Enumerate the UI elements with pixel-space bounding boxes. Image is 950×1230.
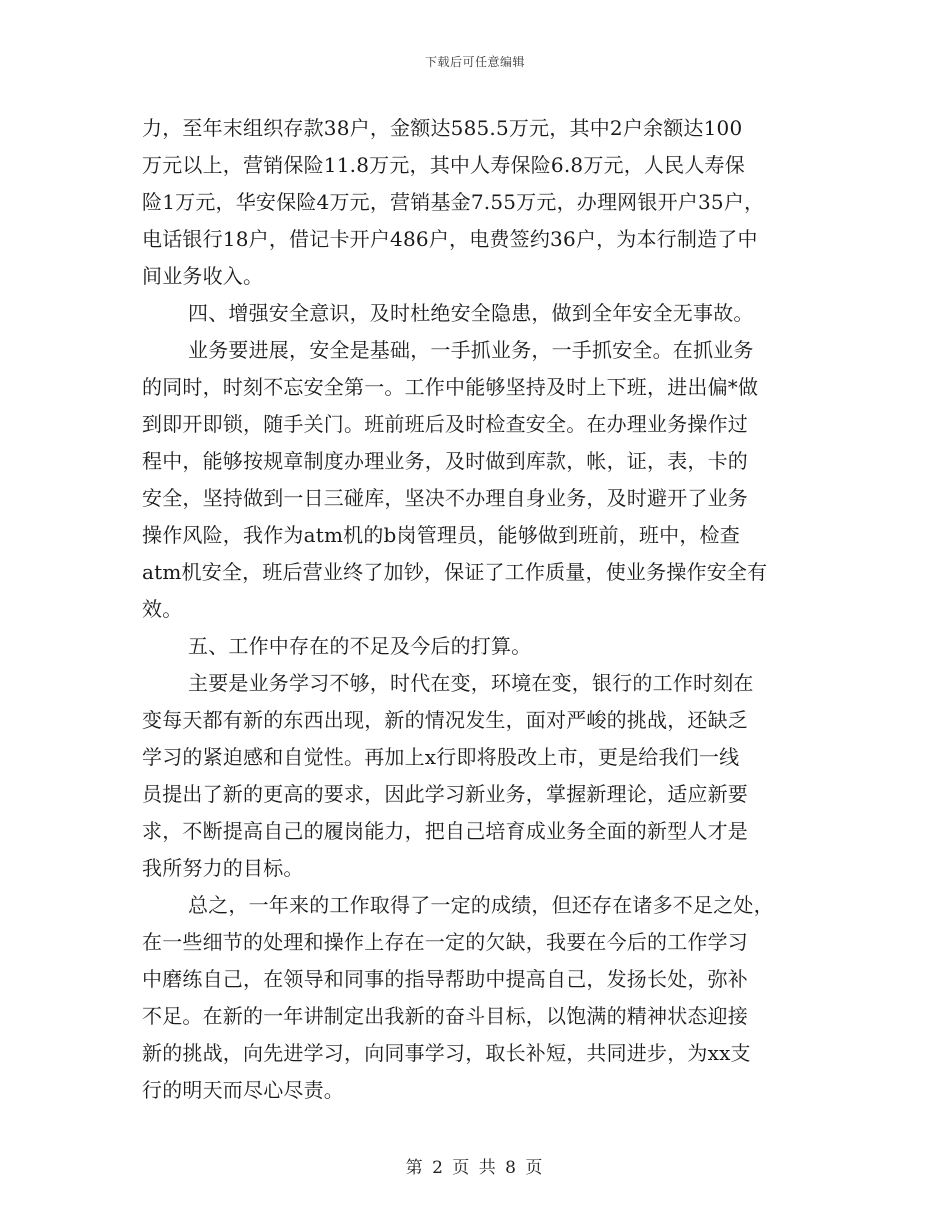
text-line: 程中，能够按规章制度办理业务，及时做到库款，帐，证，表，卡的: [142, 449, 748, 473]
section-heading: 四、增强安全意识，及时杜绝安全隐患，做到全年安全无事故。: [188, 301, 754, 325]
section-heading: 五、工作中存在的不足及今后的打算。: [188, 634, 532, 658]
text-line: 主要是业务学习不够，时代在变，环境在变，银行的工作时刻在: [188, 671, 754, 695]
text-line: 我所努力的目标。: [142, 856, 304, 880]
text-line: 的同时，时刻不忘安全第一。工作中能够坚持及时上下班，进出偏*做: [142, 375, 759, 399]
page-footer: 第 2 页 共 8 页: [405, 1158, 545, 1178]
text-line: 万元以上，营销保险11.8万元，其中人寿保险6.8万元，人民人寿保: [142, 153, 745, 177]
text-line: 险1万元，华安保险4万元，营销基金7.55万元，办理网银开户35户，: [142, 190, 765, 214]
text-line: 操作风险，我作为atm机的b岗管理员，能够做到班前，班中，检查: [142, 523, 740, 547]
text-line: 新的挑战，向先进学习，向同事学习，取长补短，共同进步，为xx支: [142, 1041, 751, 1065]
text-line: 总之，一年来的工作取得了一定的成绩，但还存在诸多不足之处，: [188, 893, 774, 917]
text-line: atm机安全，班后营业终了加钞，保证了工作质量，使业务操作安全有: [142, 560, 768, 584]
text-line: 求，不断提高自己的履岗能力，把自己培育成业务全面的新型人才是: [142, 819, 748, 843]
text-line: 安全，坚持做到一日三碰库，坚决不办理自身业务，及时避开了业务: [142, 486, 748, 510]
text-line: 间业务收入。: [142, 264, 264, 288]
text-line: 行的明天而尽心尽责。: [142, 1078, 344, 1102]
text-line: 到即开即锁，随手关门。班前班后及时检查安全。在办理业务操作过: [142, 412, 748, 436]
text-line: 不足。在新的一年讲制定出我新的奋斗目标，以饱满的精神状态迎接: [142, 1004, 748, 1028]
text-line: 电话银行18户，借记卡开户486户，电费签约36户，为本行制造了中: [142, 227, 758, 251]
text-line: 变每天都有新的东西出现，新的情况发生，面对严峻的挑战，还缺乏: [142, 708, 748, 732]
text-line: 学习的紧迫感和自觉性。再加上x行即将股改上市，更是给我们一线: [142, 745, 740, 769]
text-line: 中磨练自己，在领导和同事的指导帮助中提高自己，发扬长处，弥补: [142, 967, 748, 991]
text-line: 员提出了新的更高的要求，因此学习新业务，掌握新理论，适应新要: [142, 782, 748, 806]
document-body: [142, 110, 822, 1109]
text-line: 业务要进展，安全是基础，一手抓业务，一手抓安全。在抓业务: [188, 338, 754, 362]
text-line: 效。: [142, 597, 183, 621]
text-line: 在一些细节的处理和操作上存在一定的欠缺，我要在今后的工作学习: [142, 930, 748, 954]
text-line: 力，至年末组织存款38户，金额达585.5万元，其中2户余额达100: [142, 116, 743, 140]
page-header: 下载后可任意编辑: [424, 55, 525, 69]
